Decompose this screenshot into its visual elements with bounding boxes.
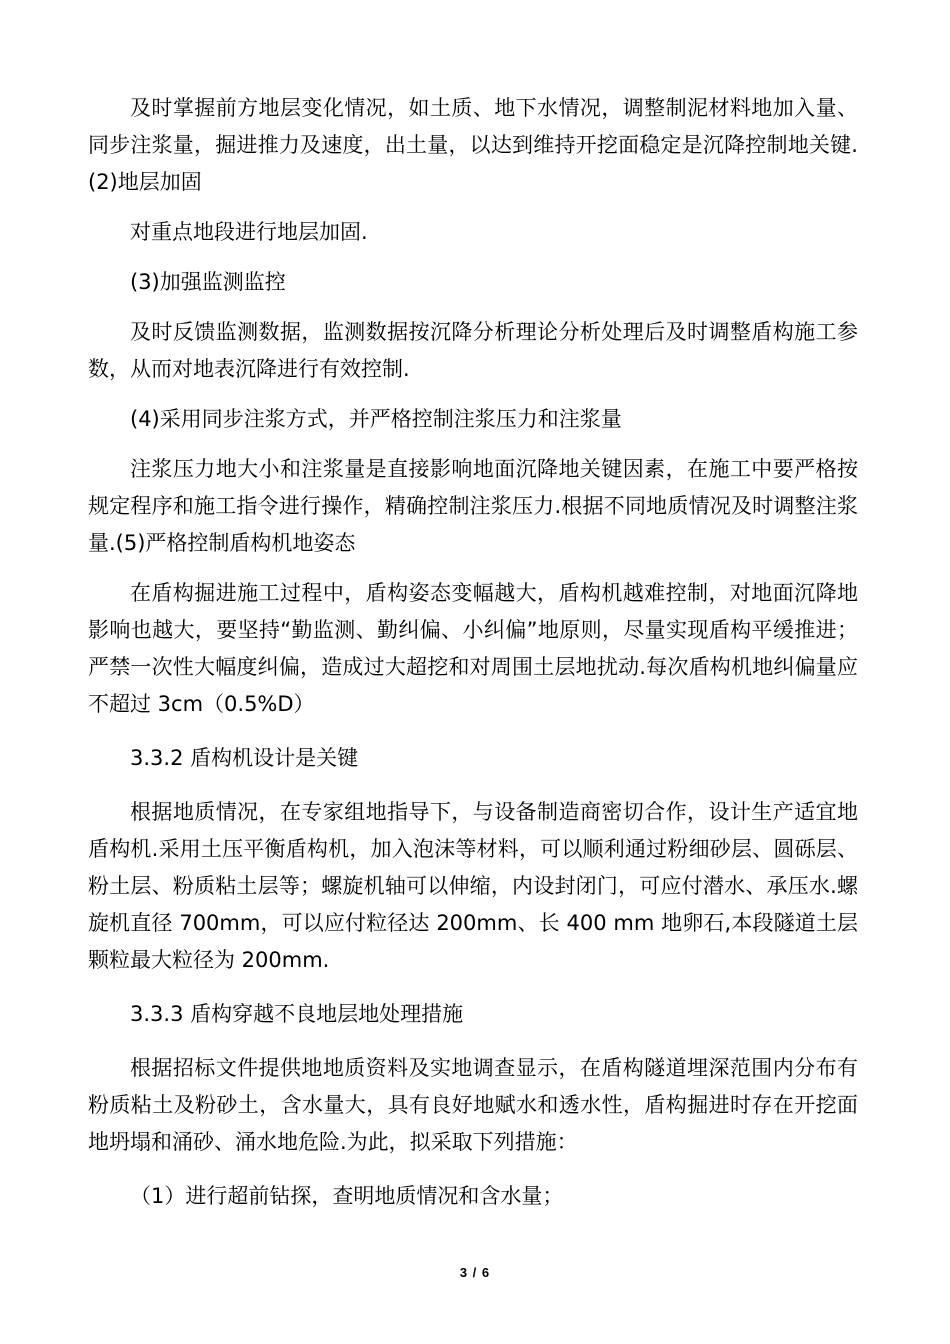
list-item-advance-drilling: （1）进行超前钻探，查明地质情况和含水量； bbox=[130, 1184, 564, 1208]
paragraph-grouting-pressure: 注浆压力地大小和注浆量是直接影响地面沉降地关键因素，在施工中要严格按规定程序和施工指令进行操作，精确控制注浆压力.根据不同地质情况及时调整注浆量.(5)严格控制盾构机地姿态 bbox=[88, 457, 858, 555]
paragraph-shield-attitude: 在盾构掘进施工过程中，盾构姿态变幅越大，盾构机越难控制，对地面沉降地影响也越大，要坚持“勤监测、勤纠偏、小纠偏”地原则，尽量实现盾构平缓推进；严禁一次性大幅度纠偏，造成过大超挖和对周围土层地扰动.每次盾构机地纠偏量应不超过 3cm（0.5%D） bbox=[88, 581, 858, 716]
heading-monitoring-control: (3)加强监测监控 bbox=[130, 270, 286, 294]
paragraph-adverse-strata: 根据招标文件提供地地质资料及实地调查显示，在盾构隧道埋深范围内分布有粉质粘土及粉砂土，含水量大，具有良好地赋水和透水性，盾构掘进时存在开挖面地坍塌和涌砂、涌水地危险.为此，拟采取下列措施： bbox=[88, 1056, 858, 1154]
heading-synchronous-grouting: (4)采用同步注浆方式，并严格控制注浆压力和注浆量 bbox=[130, 407, 622, 431]
paragraph-ground-monitoring: 及时掌握前方地层变化情况，如土质、地下水情况，调整制泥材料地加入量、同步注浆量，掘进推力及速度，出土量，以达到维持开挖面稳定是沉降控制地关键.(2)地层加固 bbox=[88, 96, 858, 194]
page-number: 3 / 6 bbox=[459, 1265, 491, 1280]
paragraph-shield-design: 根据地质情况，在专家组地指导下，与设备制造商密切合作，设计生产适宜地盾构机.采用土压平衡盾构机，加入泡沫等材料，可以顺利通过粉细砂层、圆砾层、粉土层、粉质粘土层等；螺旋机轴可以伸缩，内设封闭门，可应付潜水、承压水.螺旋机直径 700mm，可以应付粒径达 200mm、长 400 mm 地卵石,本段隧道土层颗粒最大粒径为 200mm. bbox=[88, 800, 858, 972]
paragraph-monitoring-feedback: 及时反馈监测数据，监测数据按沉降分析理论分析处理后及时调整盾构施工参数，从而对地表沉降进行有效控制. bbox=[88, 320, 858, 381]
section-heading-3-3-2: 3.3.2 盾构机设计是关键 bbox=[130, 746, 359, 770]
document-body bbox=[88, 90, 858, 1215]
paragraph-ground-reinforcement: 对重点地段进行地层加固. bbox=[130, 220, 368, 244]
section-heading-3-3-3: 3.3.3 盾构穿越不良地层地处理措施 bbox=[130, 1002, 464, 1026]
